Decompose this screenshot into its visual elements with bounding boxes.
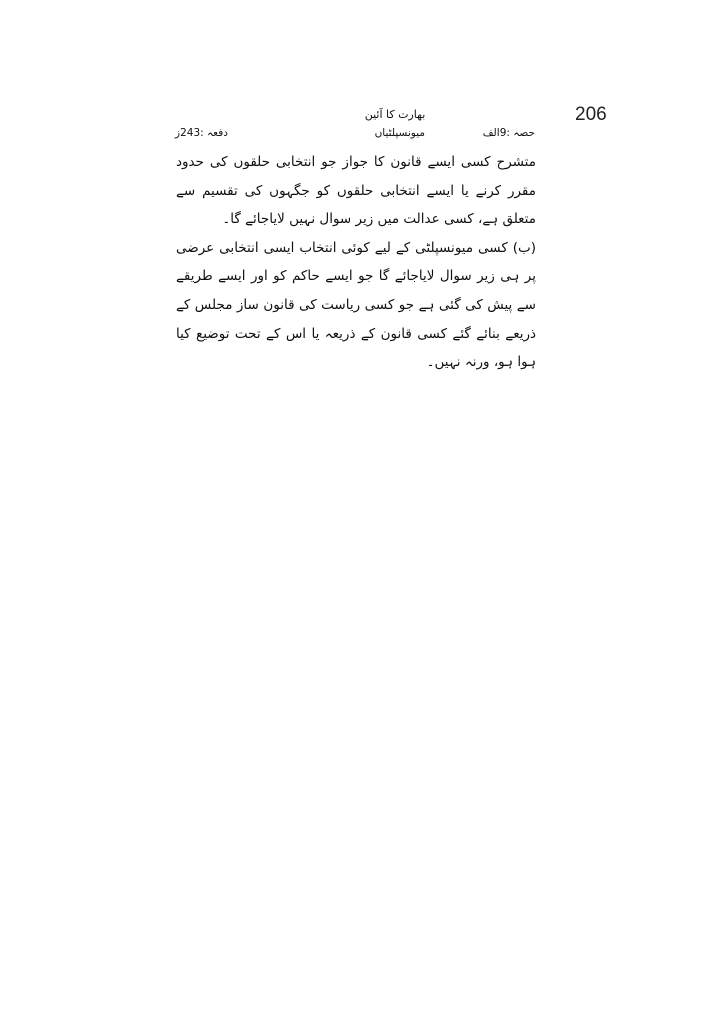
paragraph: (ب) کسی میونسپلٹی کے لیے کوئی انتخاب ایسی انتخابی عرضی پر ہی زیر سوال لایاجائے گا جو ایسے حاکم کو اور ایسے طریقے سے پیش کی گئی ہے جو کسی ریاست کی قانون ساز مجلس کے ذریعے بنائے گئے کسی قانون کے ذریعہ یا اس کے تحت توضیع کیا ہوا ہو، ورنہ نہیں۔	[176, 239, 536, 371]
body-text	[176, 148, 536, 377]
section-header	[175, 127, 535, 143]
running-title: بھارت کا آئین	[364, 108, 426, 121]
page-number: 206	[575, 104, 607, 125]
header-article: دفعہ :243ز	[175, 127, 228, 139]
paragraph: متشرح کسی ایسے قانون کا جواز جو انتخابی حلقوں کی حدود مقرر کرنے یا ایسے انتخابی حلقوں کو جگہوں کی تقسیم سے متعلق ہے، کسی عدالت میں زیر سوال نہیں لایاجائے گا۔	[176, 154, 536, 228]
header-part: حصہ :9الف	[482, 127, 535, 139]
header-chapter: میونسپلٹیاں	[374, 127, 425, 139]
